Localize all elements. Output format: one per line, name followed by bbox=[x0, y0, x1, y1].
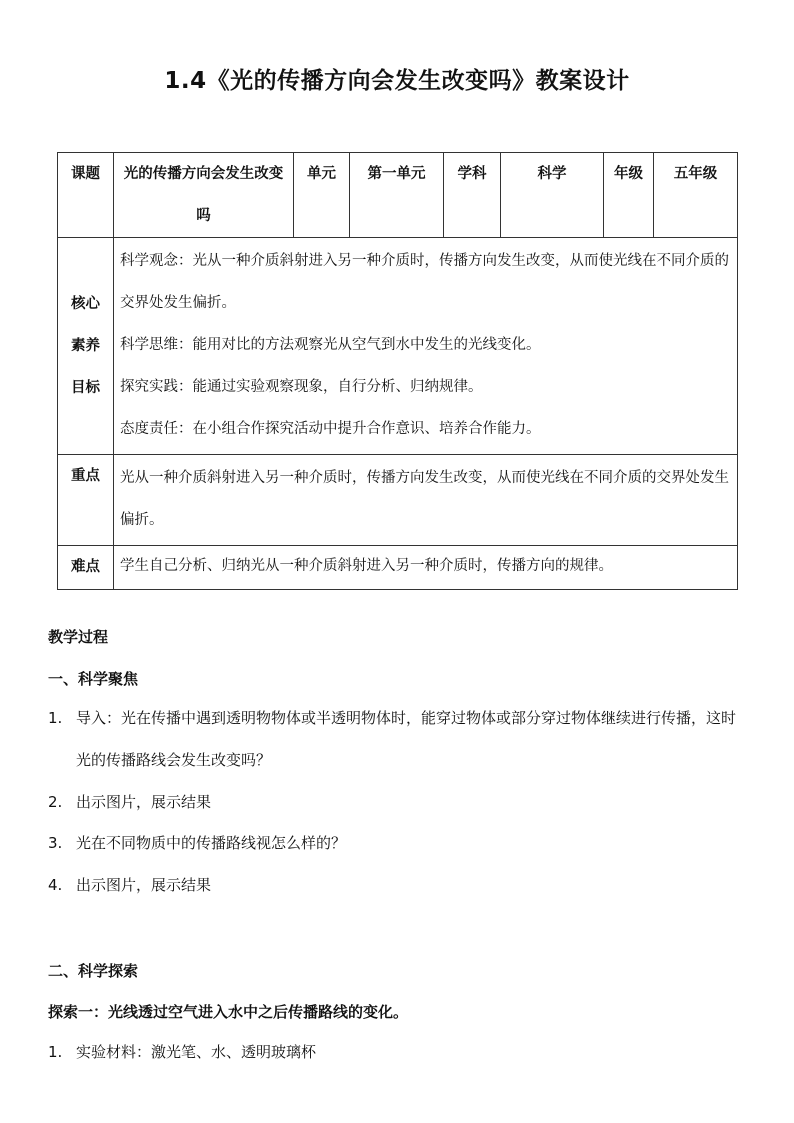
difficulty-text: 学生自己分析、归纳光从一种介质斜射进入另一种介质时，传播方向的规律。 bbox=[114, 546, 738, 590]
core-line-attitude: 态度责任：在小组合作探究活动中提升合作意识、培养合作能力。 bbox=[120, 421, 541, 437]
list-item: 4. 出示图片，展示结果 bbox=[48, 876, 212, 894]
difficulty-label: 难点 bbox=[58, 546, 114, 590]
core-line-practice: 探究实践：能通过实验观察现象，自行分析、归纳规律。 bbox=[120, 379, 483, 395]
subject-value: 科学 bbox=[501, 153, 604, 238]
grade-value: 五年级 bbox=[654, 153, 738, 238]
list-item: 1. 实验材料：激光笔、水、透明玻璃杯 bbox=[48, 1043, 317, 1061]
lesson-info-table bbox=[57, 152, 738, 590]
key-point-label: 重点 bbox=[58, 455, 114, 546]
process-heading: 教学过程 bbox=[48, 628, 109, 646]
core-literacy-row bbox=[58, 238, 738, 455]
list-item: 2. 出示图片，展示结果 bbox=[48, 793, 212, 811]
section1-title: 一、科学聚焦 bbox=[48, 670, 139, 688]
lesson-value: 光的传播方向会发生改变吗 bbox=[114, 153, 294, 238]
key-point-row bbox=[58, 455, 738, 546]
difficulty-row bbox=[58, 546, 738, 590]
core-literacy-content bbox=[114, 238, 738, 455]
lesson-label: 课题 bbox=[58, 153, 114, 238]
subject-label: 学科 bbox=[444, 153, 501, 238]
section2-title: 二、科学探索 bbox=[48, 962, 139, 980]
table-header-row bbox=[58, 153, 738, 238]
core-line-concept: 科学观念：光从一种介质斜射进入另一种介质时，传播方向发生改变，从而使光线在不同介质的交界处发生偏折。 bbox=[120, 253, 729, 311]
key-point-text: 光从一种介质斜射进入另一种介质时，传播方向发生改变，从而使光线在不同介质的交界处发生偏折。 bbox=[114, 455, 738, 546]
section2-subtitle: 探索一：光线透过空气进入水中之后传播路线的变化。 bbox=[48, 1003, 409, 1021]
core-line-thinking: 科学思维：能用对比的方法观察光从空气到水中发生的光线变化。 bbox=[120, 337, 541, 353]
list-item: 3. 光在不同物质中的传播路线视怎么样的？ bbox=[48, 834, 347, 852]
core-literacy-label: 核心 素养 目标 bbox=[58, 238, 114, 455]
grade-label: 年级 bbox=[604, 153, 654, 238]
list-item: 1. 导入：光在传播中遇到透明物物体或半透明物体时，能穿过物体或部分穿过物体继续进行传播，这时光的传播路线会发生改变吗？ bbox=[48, 709, 737, 769]
unit-value: 第一单元 bbox=[350, 153, 444, 238]
document-title: 1.4《光的传播方向会发生改变吗》教案设计 bbox=[164, 68, 630, 94]
unit-label: 单元 bbox=[294, 153, 350, 238]
